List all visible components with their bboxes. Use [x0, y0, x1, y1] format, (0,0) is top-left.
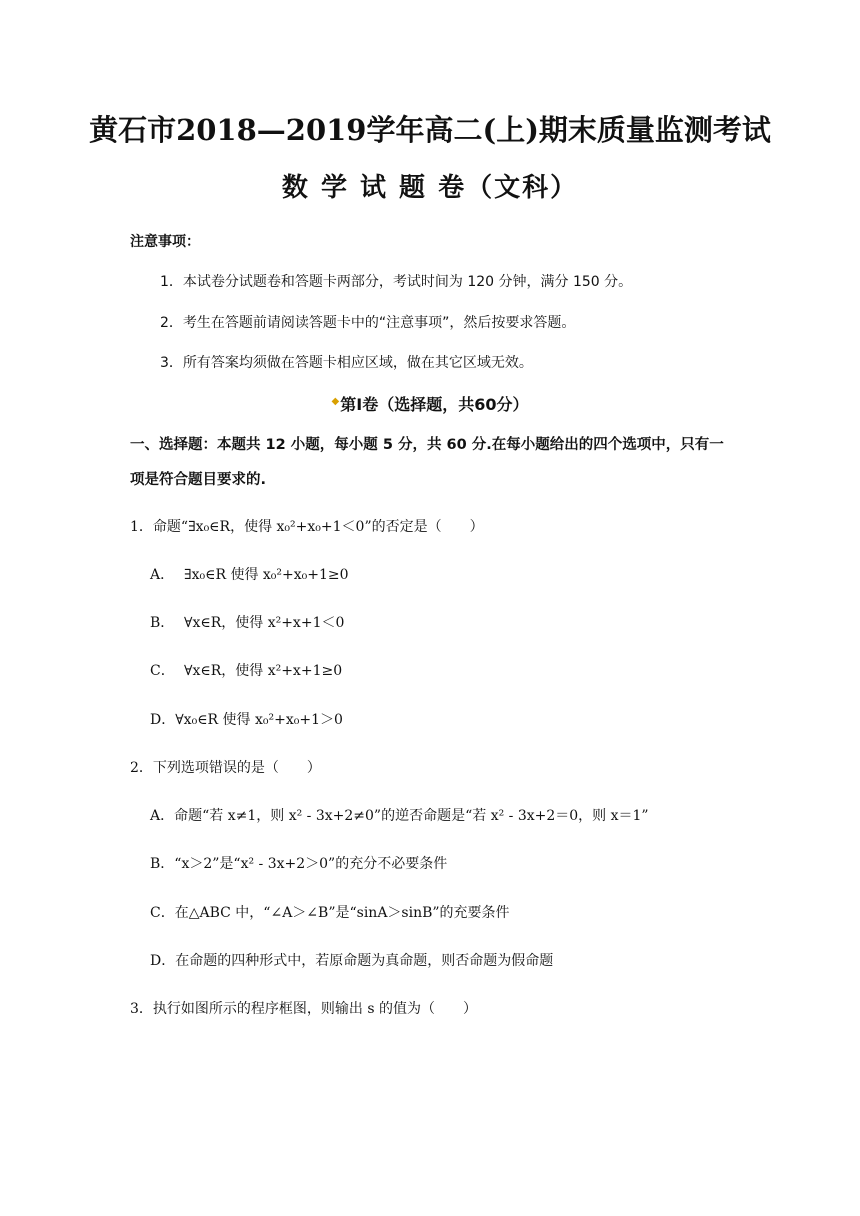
instructions-line: 一、选择题：本题共 12 小题，每小题 5 分，共 60 分.在每小题给出的四个选项中，只有一 [130, 437, 724, 453]
option-1d[interactable] [150, 709, 343, 729]
question-number: 1． [130, 519, 153, 535]
anchor-mark: ◆ [331, 396, 340, 407]
note-item: 3．所有答案均须做在答题卡相应区域，做在其它区域无效。 [160, 355, 533, 371]
notes-heading: 注意事项： [130, 234, 200, 250]
option-label: B． [150, 615, 175, 631]
option-label: A． [150, 567, 175, 583]
note-item: 1．本试卷分试题卷和答题卡两部分，考试时间为 120 分钟，满分 150 分。 [160, 274, 633, 290]
option-text: ∀x∈R，使得 x²+x+1≥0 [184, 663, 343, 679]
option-1a[interactable] [150, 564, 349, 584]
note-item: 2．考生在答题前请阅读答题卡中的“注意事项”，然后按要求答题。 [160, 315, 576, 331]
question-2 [130, 757, 321, 777]
question-1 [130, 516, 484, 536]
option-label: C． [150, 663, 175, 679]
option-2a[interactable] [150, 805, 649, 825]
exam-title: 黄石市2018—2019学年高二(上)期末质量监测考试 [89, 113, 771, 147]
option-text: 命题“若 x≠1，则 x² - 3x+2≠0”的逆否命题是“若 x² - 3x+2＝0，则 x＝1” [174, 808, 649, 824]
option-label: D． [150, 953, 176, 969]
question-stem: 执行如图所示的程序框图，则输出 s 的值为（ ） [152, 1001, 478, 1017]
option-2d[interactable] [150, 950, 553, 970]
option-2b[interactable] [150, 853, 447, 873]
option-label: B． [150, 856, 175, 872]
option-1c[interactable] [150, 660, 342, 680]
question-number: 3． [130, 1001, 153, 1017]
option-text: ∃x₀∈R 使得 x₀²+x₀+1≥0 [184, 567, 349, 583]
instructions-line: 项是符合题目要求的. [130, 472, 267, 488]
option-label: A． [150, 808, 175, 824]
option-1b[interactable] [150, 612, 344, 632]
option-label: C． [150, 905, 175, 921]
option-text: ∀x∈R，使得 x²+x+1＜0 [184, 615, 345, 631]
section-title-text: 第Ⅰ卷（选择题，共60分） [340, 395, 529, 414]
option-text: 在△ABC 中，“∠A＞∠B”是“sinA＞sinB”的充要条件 [174, 905, 510, 921]
question-3 [130, 998, 477, 1018]
option-text: ∀x₀∈R 使得 x₀²+x₀+1＞0 [175, 712, 343, 728]
question-number: 2． [130, 760, 153, 776]
question-stem: 命题“∃x₀∈R，使得 x₀²+x₀+1＜0”的否定是（ ） [152, 519, 484, 535]
option-label: D． [150, 712, 176, 728]
option-2c[interactable] [150, 902, 510, 922]
option-text: “x＞2”是“x² - 3x+2＞0”的充分不必要条件 [174, 856, 448, 872]
question-stem: 下列选项错误的是（ ） [152, 760, 321, 776]
exam-subtitle: 数 学 试 题 卷（文科） [281, 173, 579, 203]
section-title [0, 392, 860, 415]
option-text: 在命题的四种形式中，若原命题为真命题，则否命题为假命题 [175, 953, 554, 969]
